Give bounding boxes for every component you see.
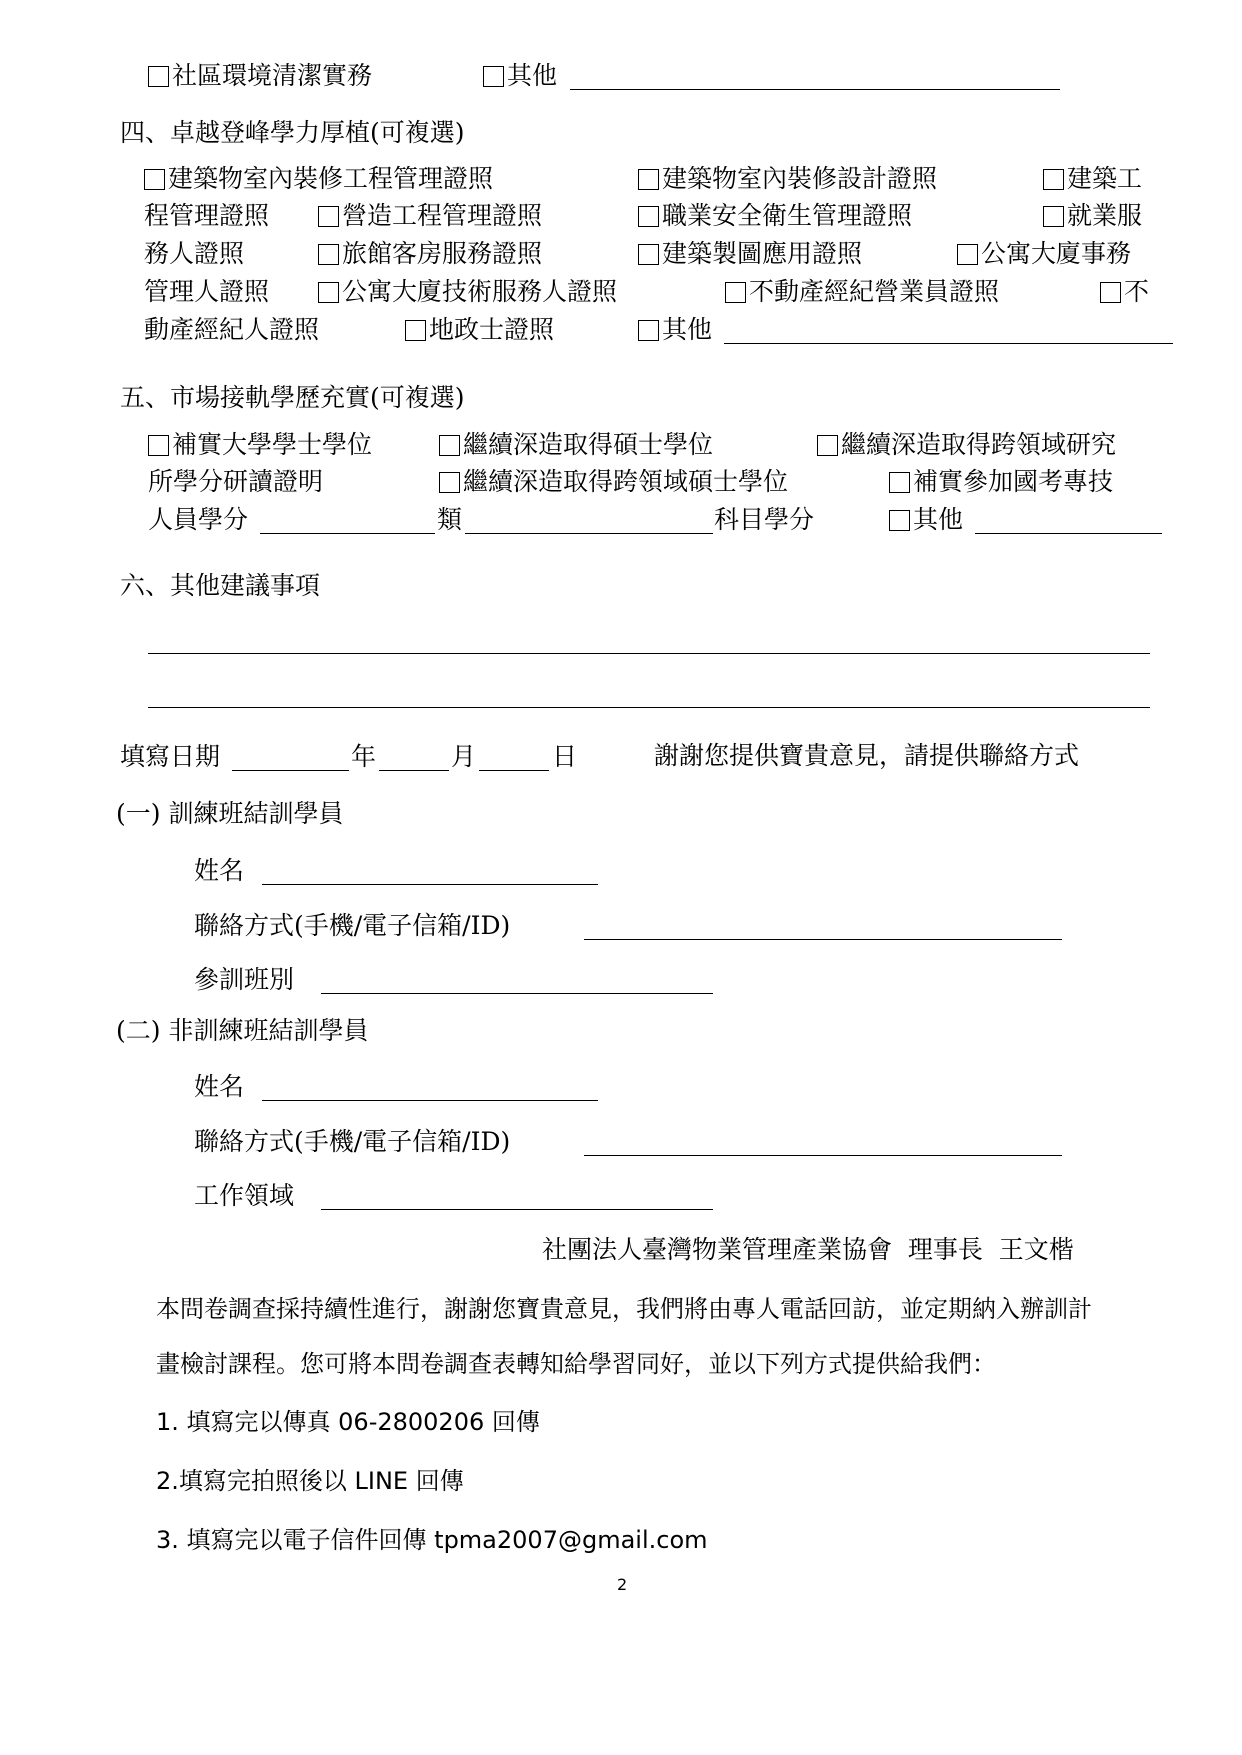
checkbox[interactable] bbox=[148, 435, 169, 456]
group2-field-field[interactable] bbox=[321, 1209, 713, 1210]
signature-text: 社團法人臺灣物業管理產業協會 理事長 王文楷 bbox=[542, 1235, 1074, 1264]
opt-apartment-affairs-cert[interactable]: 公寓大廈事務 bbox=[957, 238, 1131, 270]
opt-cross-field-master[interactable]: 繼續深造取得跨領域碩士學位 bbox=[439, 466, 788, 498]
section4-heading: 四、卓越登峰學力厚植(可複選) bbox=[120, 118, 465, 147]
checkbox[interactable] bbox=[318, 206, 339, 227]
opt-apartment-tech-cert[interactable]: 公寓大廈技術服務人證照 bbox=[318, 276, 617, 308]
other-3-blank[interactable] bbox=[570, 89, 1060, 90]
notice-line-2: 畫檢討課程。您可將本問卷調查表轉知給學習同好，並以下列方式提供給我們： bbox=[156, 1350, 996, 1378]
credits-blank-2[interactable] bbox=[465, 533, 713, 534]
checkbox[interactable] bbox=[144, 169, 165, 190]
year-label: 年 bbox=[351, 742, 377, 771]
checkbox[interactable] bbox=[638, 206, 659, 227]
opt-other-5[interactable]: 其他 bbox=[889, 504, 963, 536]
notice-item-fax: 1. 填寫完以傳真 06-2800206 回傳 bbox=[156, 1408, 540, 1436]
day-label: 日 bbox=[552, 742, 578, 771]
checkbox[interactable] bbox=[638, 320, 659, 341]
opt-drafting-cert[interactable]: 建築製圖應用證照 bbox=[638, 238, 862, 270]
checkbox[interactable] bbox=[439, 435, 460, 456]
group1-class-label: 參訓班別 bbox=[194, 965, 295, 994]
opt-interior-mgmt-cert[interactable]: 建築物室內裝修工程管理證照 bbox=[144, 163, 493, 195]
group1-heading: (一) 訓練班結訓學員 bbox=[116, 799, 344, 828]
group1-name-label: 姓名 bbox=[194, 856, 245, 885]
checkbox[interactable] bbox=[405, 320, 426, 341]
checkbox[interactable] bbox=[318, 282, 339, 303]
thanks-text: 謝謝您提供寶貴意見，請提供聯絡方式 bbox=[654, 741, 1080, 770]
opt-other-4[interactable]: 其他 bbox=[638, 314, 712, 346]
group2-heading: (二) 非訓練班結訓學員 bbox=[116, 1016, 369, 1045]
opt-national-exam-credits[interactable]: 補實參加國考專技 bbox=[889, 466, 1113, 498]
option-other-3[interactable]: 其他 bbox=[483, 60, 557, 92]
other-4-blank[interactable] bbox=[724, 343, 1173, 344]
opt-master-degree[interactable]: 繼續深造取得碩士學位 bbox=[439, 429, 713, 461]
group1-name-field[interactable] bbox=[262, 884, 598, 885]
checkbox[interactable] bbox=[638, 244, 659, 265]
opt-bachelor-degree[interactable]: 補實大學學士學位 bbox=[148, 429, 372, 461]
section5-heading: 五、市場接軌學歷充實(可複選) bbox=[120, 383, 465, 412]
group1-contact-field[interactable] bbox=[584, 939, 1062, 940]
opt-interior-design-cert[interactable]: 建築物室內裝修設計證照 bbox=[638, 163, 937, 195]
row2-continuation-5: 所學分研讀證明 bbox=[148, 467, 324, 496]
page-number: 2 bbox=[617, 1575, 628, 1594]
option-community-cleaning[interactable]: 社區環境清潔實務 bbox=[148, 60, 372, 92]
opt-construction-mgmt-cert[interactable]: 營造工程管理證照 bbox=[318, 200, 542, 232]
group2-name-label: 姓名 bbox=[194, 1072, 245, 1101]
checkbox[interactable] bbox=[638, 169, 659, 190]
opt-real-estate-sales-cert[interactable]: 不動產經紀營業員證照 bbox=[725, 276, 999, 308]
year-blank[interactable] bbox=[232, 770, 349, 771]
group2-contact-label: 聯絡方式(手機/電子信箱/ID) bbox=[194, 1127, 511, 1156]
group2-field-label: 工作領域 bbox=[194, 1181, 295, 1210]
checkbox[interactable] bbox=[817, 435, 838, 456]
month-label: 月 bbox=[451, 742, 477, 771]
checkbox[interactable] bbox=[148, 66, 169, 87]
suggestion-line-1[interactable] bbox=[148, 653, 1150, 654]
day-blank[interactable] bbox=[479, 770, 549, 771]
row5-continuation: 動產經紀人證照 bbox=[144, 315, 320, 344]
other-5-blank[interactable] bbox=[975, 533, 1162, 534]
opt-cross-field-research[interactable]: 繼續深造取得跨領域研究 bbox=[817, 429, 1116, 461]
opt-construction-eng-cert[interactable]: 建築工 bbox=[1043, 163, 1142, 195]
checkbox[interactable] bbox=[318, 244, 339, 265]
group2-name-field[interactable] bbox=[262, 1100, 598, 1101]
group1-contact-label: 聯絡方式(手機/電子信箱/ID) bbox=[194, 911, 511, 940]
notice-item-email: 3. 填寫完以電子信件回傳 tpma2007@gmail.com bbox=[156, 1526, 708, 1554]
notice-item-line: 2.填寫完拍照後以 LINE 回傳 bbox=[156, 1467, 464, 1495]
credits-label: 人員學分 bbox=[148, 505, 249, 534]
checkbox[interactable] bbox=[1043, 206, 1064, 227]
row4-continuation: 管理人證照 bbox=[144, 277, 270, 306]
notice-line-1: 本問卷調查採持續性進行，謝謝您寶貴意見，我們將由專人電話回訪，並定期納入辦訓計 bbox=[156, 1295, 1092, 1323]
opt-safety-health-cert[interactable]: 職業安全衛生管理證照 bbox=[638, 200, 912, 232]
checkbox[interactable] bbox=[889, 472, 910, 493]
group2-contact-field[interactable] bbox=[584, 1155, 1062, 1156]
opt-hotel-room-cert[interactable]: 旅館客房服務證照 bbox=[318, 238, 542, 270]
checkbox[interactable] bbox=[957, 244, 978, 265]
section6-heading: 六、其他建議事項 bbox=[120, 571, 321, 600]
suggestion-line-2[interactable] bbox=[148, 707, 1150, 708]
opt-real-estate-broker-cert[interactable]: 不 bbox=[1100, 276, 1149, 308]
opt-employment-service-cert[interactable]: 就業服 bbox=[1043, 200, 1142, 232]
row2-continuation: 程管理證照 bbox=[144, 201, 270, 230]
checkbox[interactable] bbox=[483, 66, 504, 87]
subject-credits-label: 科目學分 bbox=[714, 505, 815, 534]
checkbox[interactable] bbox=[439, 472, 460, 493]
row3-continuation: 務人證照 bbox=[144, 239, 245, 268]
group1-class-field[interactable] bbox=[321, 993, 713, 994]
checkbox[interactable] bbox=[889, 510, 910, 531]
date-label: 填寫日期 bbox=[120, 742, 221, 771]
checkbox[interactable] bbox=[1043, 169, 1064, 190]
credits-blank-1[interactable] bbox=[260, 533, 435, 534]
checkbox[interactable] bbox=[1100, 282, 1121, 303]
checkbox[interactable] bbox=[725, 282, 746, 303]
opt-land-admin-cert[interactable]: 地政士證照 bbox=[405, 314, 554, 346]
category-label: 類 bbox=[437, 505, 463, 534]
month-blank[interactable] bbox=[379, 770, 449, 771]
